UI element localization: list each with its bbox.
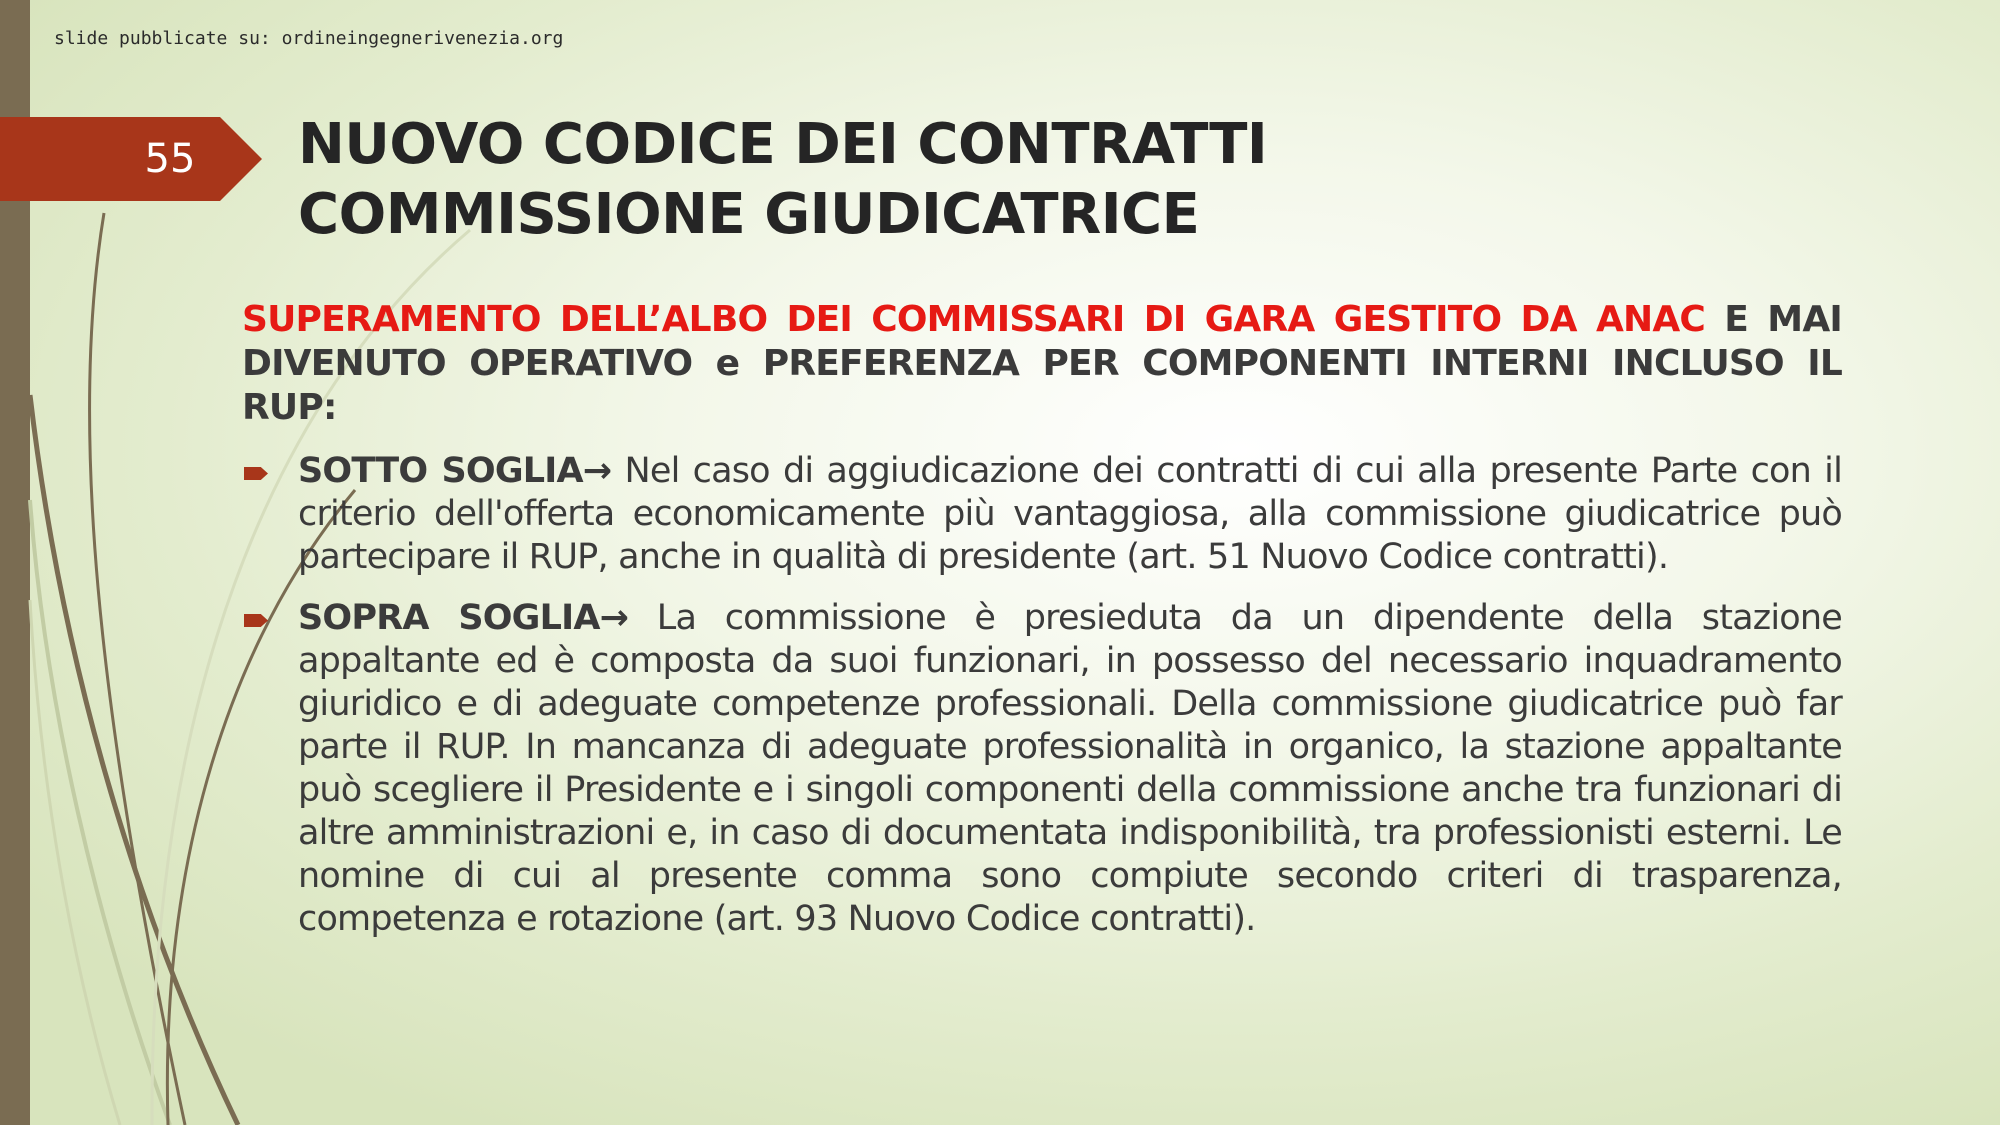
slide-title-line-1: NUOVO CODICE DEI CONTRATTI <box>298 112 1268 177</box>
slide-number: 55 <box>144 136 196 182</box>
source-note: slide pubblicate su: ordineingegnerivenezia.org <box>54 28 564 49</box>
intro-rest: E MAI DIVENUTO OPERATIVO e PREFERENZA PER COMPONENTI INTERNI INCLUSO IL RUP: <box>242 299 1842 428</box>
bullet-lead: SOPRA SOGLIA→ <box>298 598 629 638</box>
arrow-bullet-icon <box>244 467 268 480</box>
slide-content <box>242 298 1842 959</box>
bullet-text: Nel caso di aggiudicazione dei contratti di cui alla presente Parte con il criterio dell'offerta economicamente più vantaggiosa, alla commissione giudicatrice può partecipare il RUP, anche in qualità di presidente (art. 51 Nuovo Codice contratti). <box>298 451 1843 577</box>
bullet-sotto-soglia <box>242 450 1842 579</box>
bullet-sopra-soglia <box>242 597 1842 941</box>
bullet-lead: SOTTO SOGLIA→ <box>298 451 612 491</box>
arrow-bullet-icon <box>244 614 268 627</box>
slide-title <box>298 110 1267 250</box>
bullet-text: La commissione è presieduta da un dipendente della stazione appaltante ed è composta da suoi funzionari, in possesso del necessario inquadramento giuridico e di adeguate competenze professionali. Della commissione giudicatrice può far parte il RUP. In mancanza di adeguate professionalità in organico, la stazione appaltante può scegliere il Presidente e i singoli componenti della commissione anche tra funzionari di altre amministrazioni e, in caso di documentata indisponibilità, tra professionisti esterni. Le nomine di cui al presente comma sono compiute secondo criteri di trasparenza, competenza e rotazione (art. 93 Nuovo Codice contratti). <box>298 598 1842 939</box>
intro-highlight: SUPERAMENTO DELL’ALBO DEI COMMISSARI DI GARA GESTITO DA ANAC <box>242 299 1706 340</box>
slide-title-line-2: COMMISSIONE GIUDICATRICE <box>298 182 1200 247</box>
intro-paragraph <box>242 298 1842 430</box>
